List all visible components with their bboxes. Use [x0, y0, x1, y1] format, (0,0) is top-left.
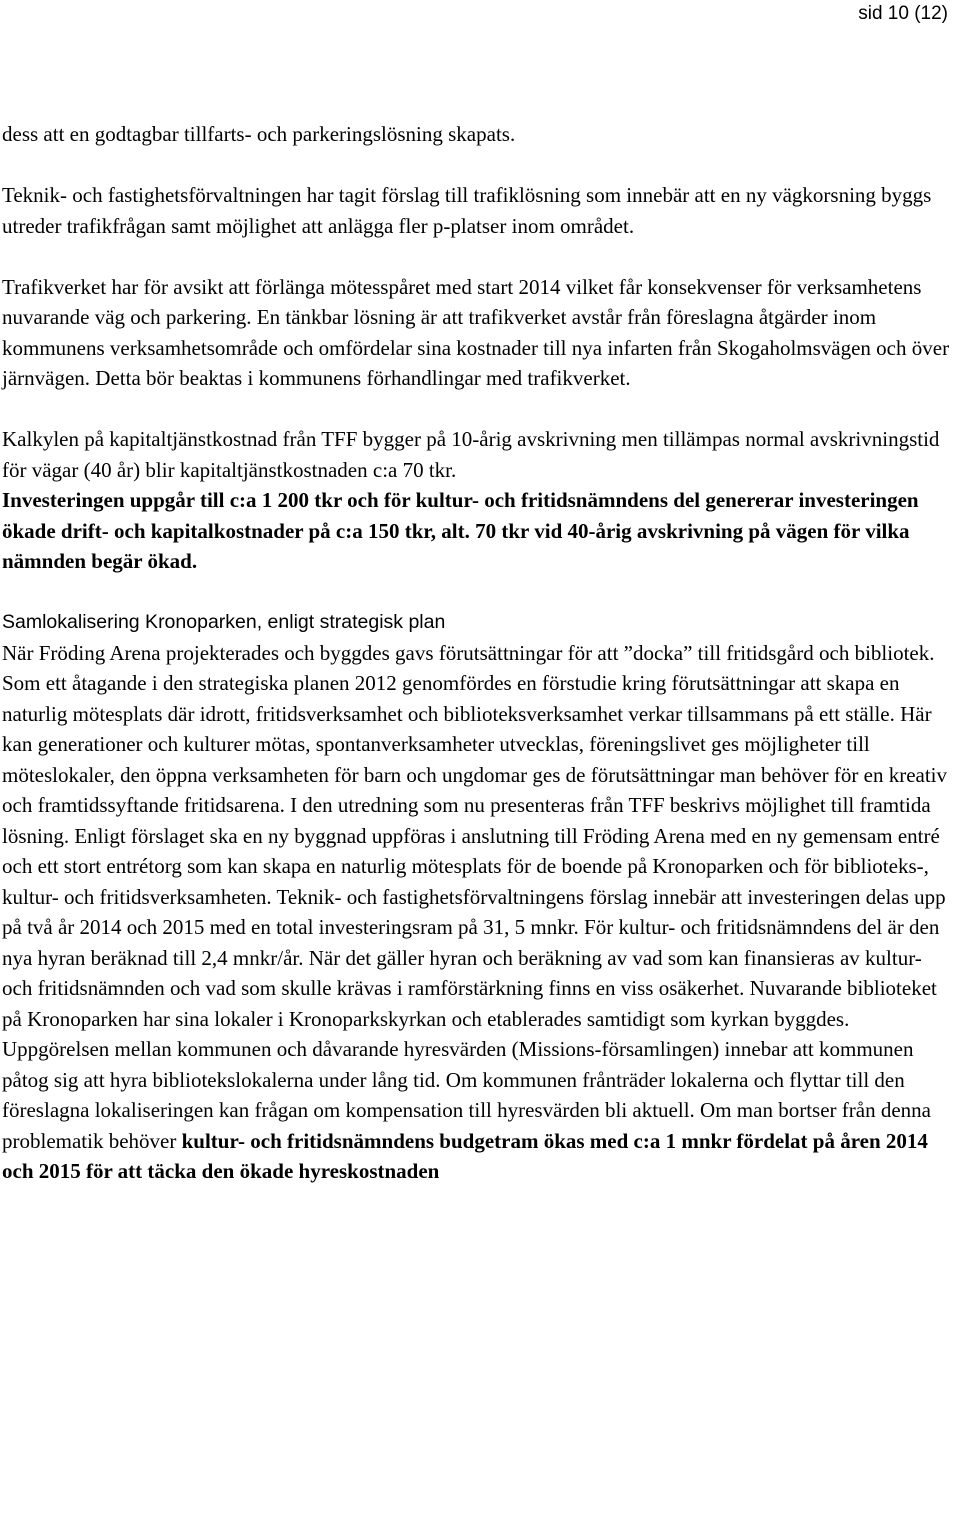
section-heading: Samlokalisering Kronoparken, enligt strategisk plan — [2, 611, 446, 633]
paragraph-6 — [2, 638, 952, 1187]
paragraph-4: Kalkylen på kapitaltjänstkostnad från TFF bygger på 10-årig avskrivning men tillämpas normal avskrivningstid för vägar (40 år) blir kapitaltjänstkostnaden c:a 70 tkr. — [2, 427, 940, 482]
paragraph-2: Teknik- och fastighetsförvaltningen har tagit förslag till trafiklösning som innebär att en ny vägkorsning byggs utreder trafikfrågan samt möjlighet att anlägga fler p-platser inom området. — [2, 183, 932, 238]
paragraph-5 — [2, 485, 952, 577]
paragraph-3: Trafikverket har för avsikt att förlänga mötesspåret med start 2014 vilket får konsekvenser för verksamhetens nuvarande väg och parkering. En tänkbar lösning är att trafikverket avstår från föreslagna åtgärder inom kommunens verksamhetsområde och omfördelar sina kostnader till nya infarten från Skogaholmsvägen och över järnvägen. Detta bör beaktas i kommunens förhandlingar med trafikverket. — [2, 274, 950, 390]
paragraph-6-bold: kultur- och fritidsnämndens budgetram ökas med c:a 1 mnkr fördelat på åren 2014 och 2015 för att täcka den ökade hyreskostnaden — [2, 1128, 928, 1183]
paragraph-6-text: När Fröding Arena projekterades och byggdes gavs förutsättningar för att ”docka” till fritidsgård och bibliotek. Som ett åtagande i den strategiska planen 2012 genomfördes en förstudie kring förutsättningar att skapa en naturlig mötesplats där idrott, fritidsverksamhet och biblioteksverksamhet verkar tillsammans på ett ställe. Här kan generationer och kulturer mötas, spontanverksamheter utvecklas, föreningslivet ges möjligheter till möteslokaler, den öppna verksamheten för barn och ungdomar ges de förutsättningar man behöver för en kreativ och framtidssyftande fritidsarena. I den utredning som nu presenteras från TFF beskrivs möjlighet till framtida lösning. Enligt förslaget ska en ny byggnad uppföras i anslutning till Fröding Arena med en ny gemensam entré och ett stort entrétorg som kan skapa en naturlig mötesplats för de boende på Kronoparken och för biblioteks-, kultur- och fritidsverksamheten. Teknik- och fastighetsförvaltningens förslag innebär att investeringen delas upp på två år 2014 och 2015 med en total investeringsram på 31, 5 mnkr. För kultur- och fritidsnämndens del är den nya hyran beräknad till 2,4 mnkr/år. När det gäller hyran och beräkning av vad som kan finansieras av kultur- och fritidsnämnden och vad som skulle krävas i ramförstärkning finns en viss osäkerhet. Nuvarande biblioteket på Kronoparken har sina lokaler i Kronoparkskyrkan och etablerades samtidigt som kyrkan byggdes. Uppgörelsen mellan kommunen och dåvarande hyresvärden (Missions-församlingen) innebar att kommunen påtog sig att hyra bibliotekslokalerna under lång tid. Om kommunen frånträder lokalerna och flyttar till den föreslagna lokaliseringen kan frågan om kompensation till hyresvärden bli aktuell. Om man bortser från denna problematik behöver — [2, 640, 947, 1153]
paragraph-5-bold: Investeringen uppgår till c:a 1 200 tkr och för kultur- och fritidsnämndens del genererar investeringen ökade drift- och kapitalkostnader på c:a 150 tkr, alt. 70 tkr vid 40-årig avskrivning på vägen för vilka nämnden begär ökad. — [2, 488, 919, 573]
document-body — [2, 119, 952, 1187]
paragraph-1: dess att en godtagbar tillfarts- och parkeringslösning skapats. — [2, 122, 516, 146]
page-number: sid 10 (12) — [858, 3, 948, 24]
